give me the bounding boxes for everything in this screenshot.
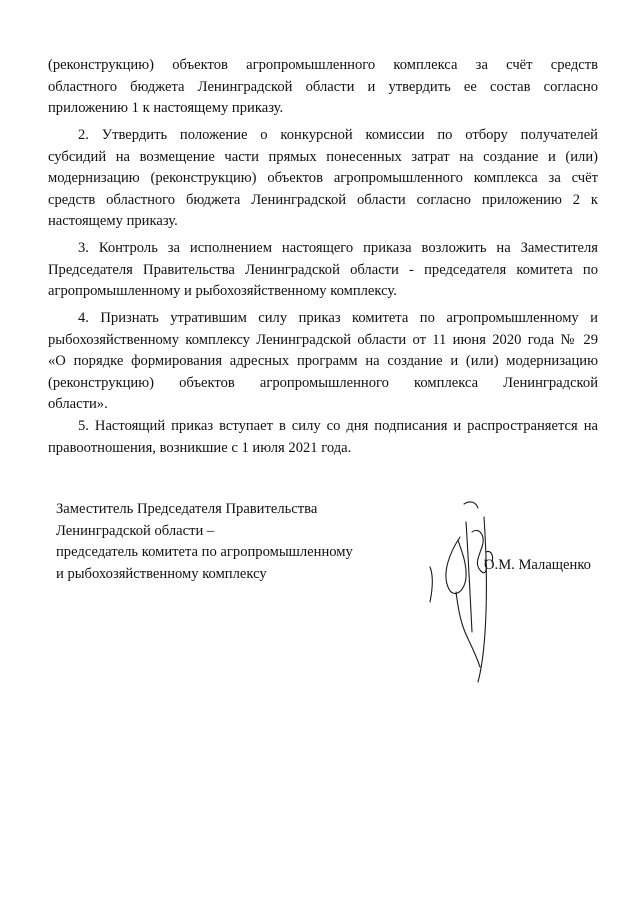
- paragraph-line: правоотношения, возникшие с 1 июля 2021 года.: [48, 439, 352, 456]
- paragraph-line: 4. Признать утратившим силу приказ комитета по агропромышленному и: [78, 310, 598, 326]
- paragraph-line: модернизацию (реконструкцию) объектов агропромышленного комплекса за счёт: [48, 170, 598, 186]
- paragraph-line: 2. Утвердить положение о конкурсной комиссии по отбору получателей: [78, 127, 598, 143]
- signatory-name: О.М. Малащенко: [484, 557, 591, 573]
- paragraph-line: субсидий на возмещение части прямых понесенных затрат на создание и (или): [48, 148, 598, 165]
- signatory-position: [56, 499, 353, 585]
- paragraph-line: области».: [48, 396, 108, 412]
- paragraph-2: [48, 125, 598, 233]
- paragraph-line: (реконструкцию) объектов агропромышленного комплекса за счёт средств: [48, 57, 598, 73]
- paragraph-line: агропромышленному и рыбохозяйственному комплексу.: [48, 283, 397, 299]
- signatory-position-line: Ленинградской области –: [56, 522, 215, 539]
- handwritten-signature: [420, 492, 510, 697]
- signatory-position-line: и рыбохозяйственному комплексу: [56, 565, 267, 582]
- paragraph-line: приложению 1 к настоящему приказу.: [48, 100, 284, 116]
- paragraph-line: средств областного бюджета Ленинградской области согласно приложению 2 к: [48, 191, 598, 208]
- paragraph-line: областного бюджета Ленинградской области и утвердить ее состав согласно: [48, 78, 598, 95]
- paragraph-line: настоящему приказу.: [48, 213, 178, 229]
- paragraph-line: 3. Контроль за исполнением настоящего приказа возложить на Заместителя: [78, 240, 598, 256]
- signatory-position-line: Заместитель Председателя Правительства: [56, 501, 318, 517]
- paragraph-4: [48, 308, 598, 416]
- paragraph-5: [48, 416, 598, 459]
- signatory-position-line: председатель комитета по агропромышленному: [56, 544, 353, 560]
- paragraph-1: [48, 55, 598, 120]
- paragraph-line: рыбохозяйственному комплексу Ленинградской области от 11 июня 2020 года № 29: [48, 331, 598, 348]
- paragraph-line: Председателя Правительства Ленинградской области - председателя комитета по: [48, 261, 598, 278]
- paragraph-line: (реконструкцию) объектов агропромышленного комплекса Ленинградской: [48, 374, 598, 391]
- paragraph-line: 5. Настоящий приказ вступает в силу со дня подписания и распространяется на: [78, 418, 598, 434]
- paragraph-3: [48, 238, 598, 303]
- paragraph-line: «О порядке формирования адресных программ на создание и (или) модернизацию: [48, 353, 598, 369]
